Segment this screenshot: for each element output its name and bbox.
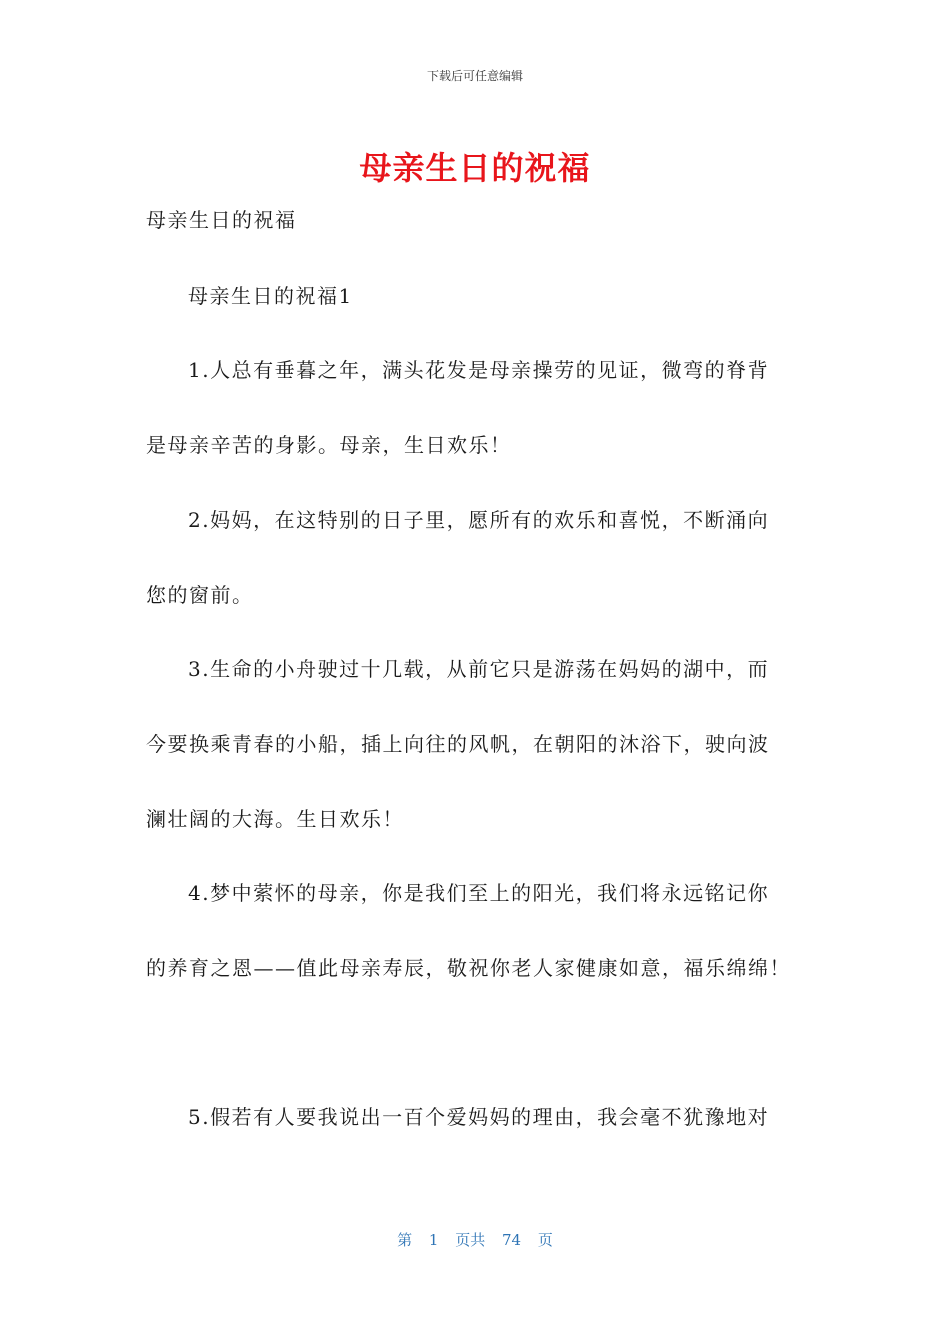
paragraph-line: 3.生命的小舟驶过十几载，从前它只是游荡在妈妈的湖中，而 <box>188 657 770 681</box>
header-note: 下载后可任意编辑 <box>426 69 523 83</box>
section-heading: 母亲生日的祝福1 <box>188 284 353 308</box>
paragraph-line: 您的窗前。 <box>146 583 254 607</box>
paragraph-line: 4.梦中萦怀的母亲，你是我们至上的阳光，我们将永远铭记你 <box>188 881 770 905</box>
paragraph-line: 澜壮阔的大海。生日欢乐！ <box>146 807 404 831</box>
paragraph-line: 的养育之恩——值此母亲寿辰，敬祝你老人家健康如意，福乐绵绵！ <box>146 956 791 980</box>
paragraph-line: 1.人总有垂暮之年，满头花发是母亲操劳的见证，微弯的脊背 <box>188 358 770 382</box>
subtitle-line: 母亲生日的祝福 <box>146 208 297 232</box>
page-footer: 第 1 页共 74 页 <box>397 1231 553 1249</box>
paragraph-line: 是母亲辛苦的身影。母亲，生日欢乐！ <box>146 433 512 457</box>
paragraph-line: 2.妈妈，在这特别的日子里，愿所有的欢乐和喜悦，不断涌向 <box>188 508 770 532</box>
document-title: 母亲生日的祝福 <box>359 149 591 187</box>
paragraph-line: 5.假若有人要我说出一百个爱妈妈的理由，我会毫不犹豫地对 <box>188 1105 770 1129</box>
paragraph-line: 今要换乘青春的小船，插上向往的风帆，在朝阳的沐浴下，驶向波 <box>146 732 770 756</box>
